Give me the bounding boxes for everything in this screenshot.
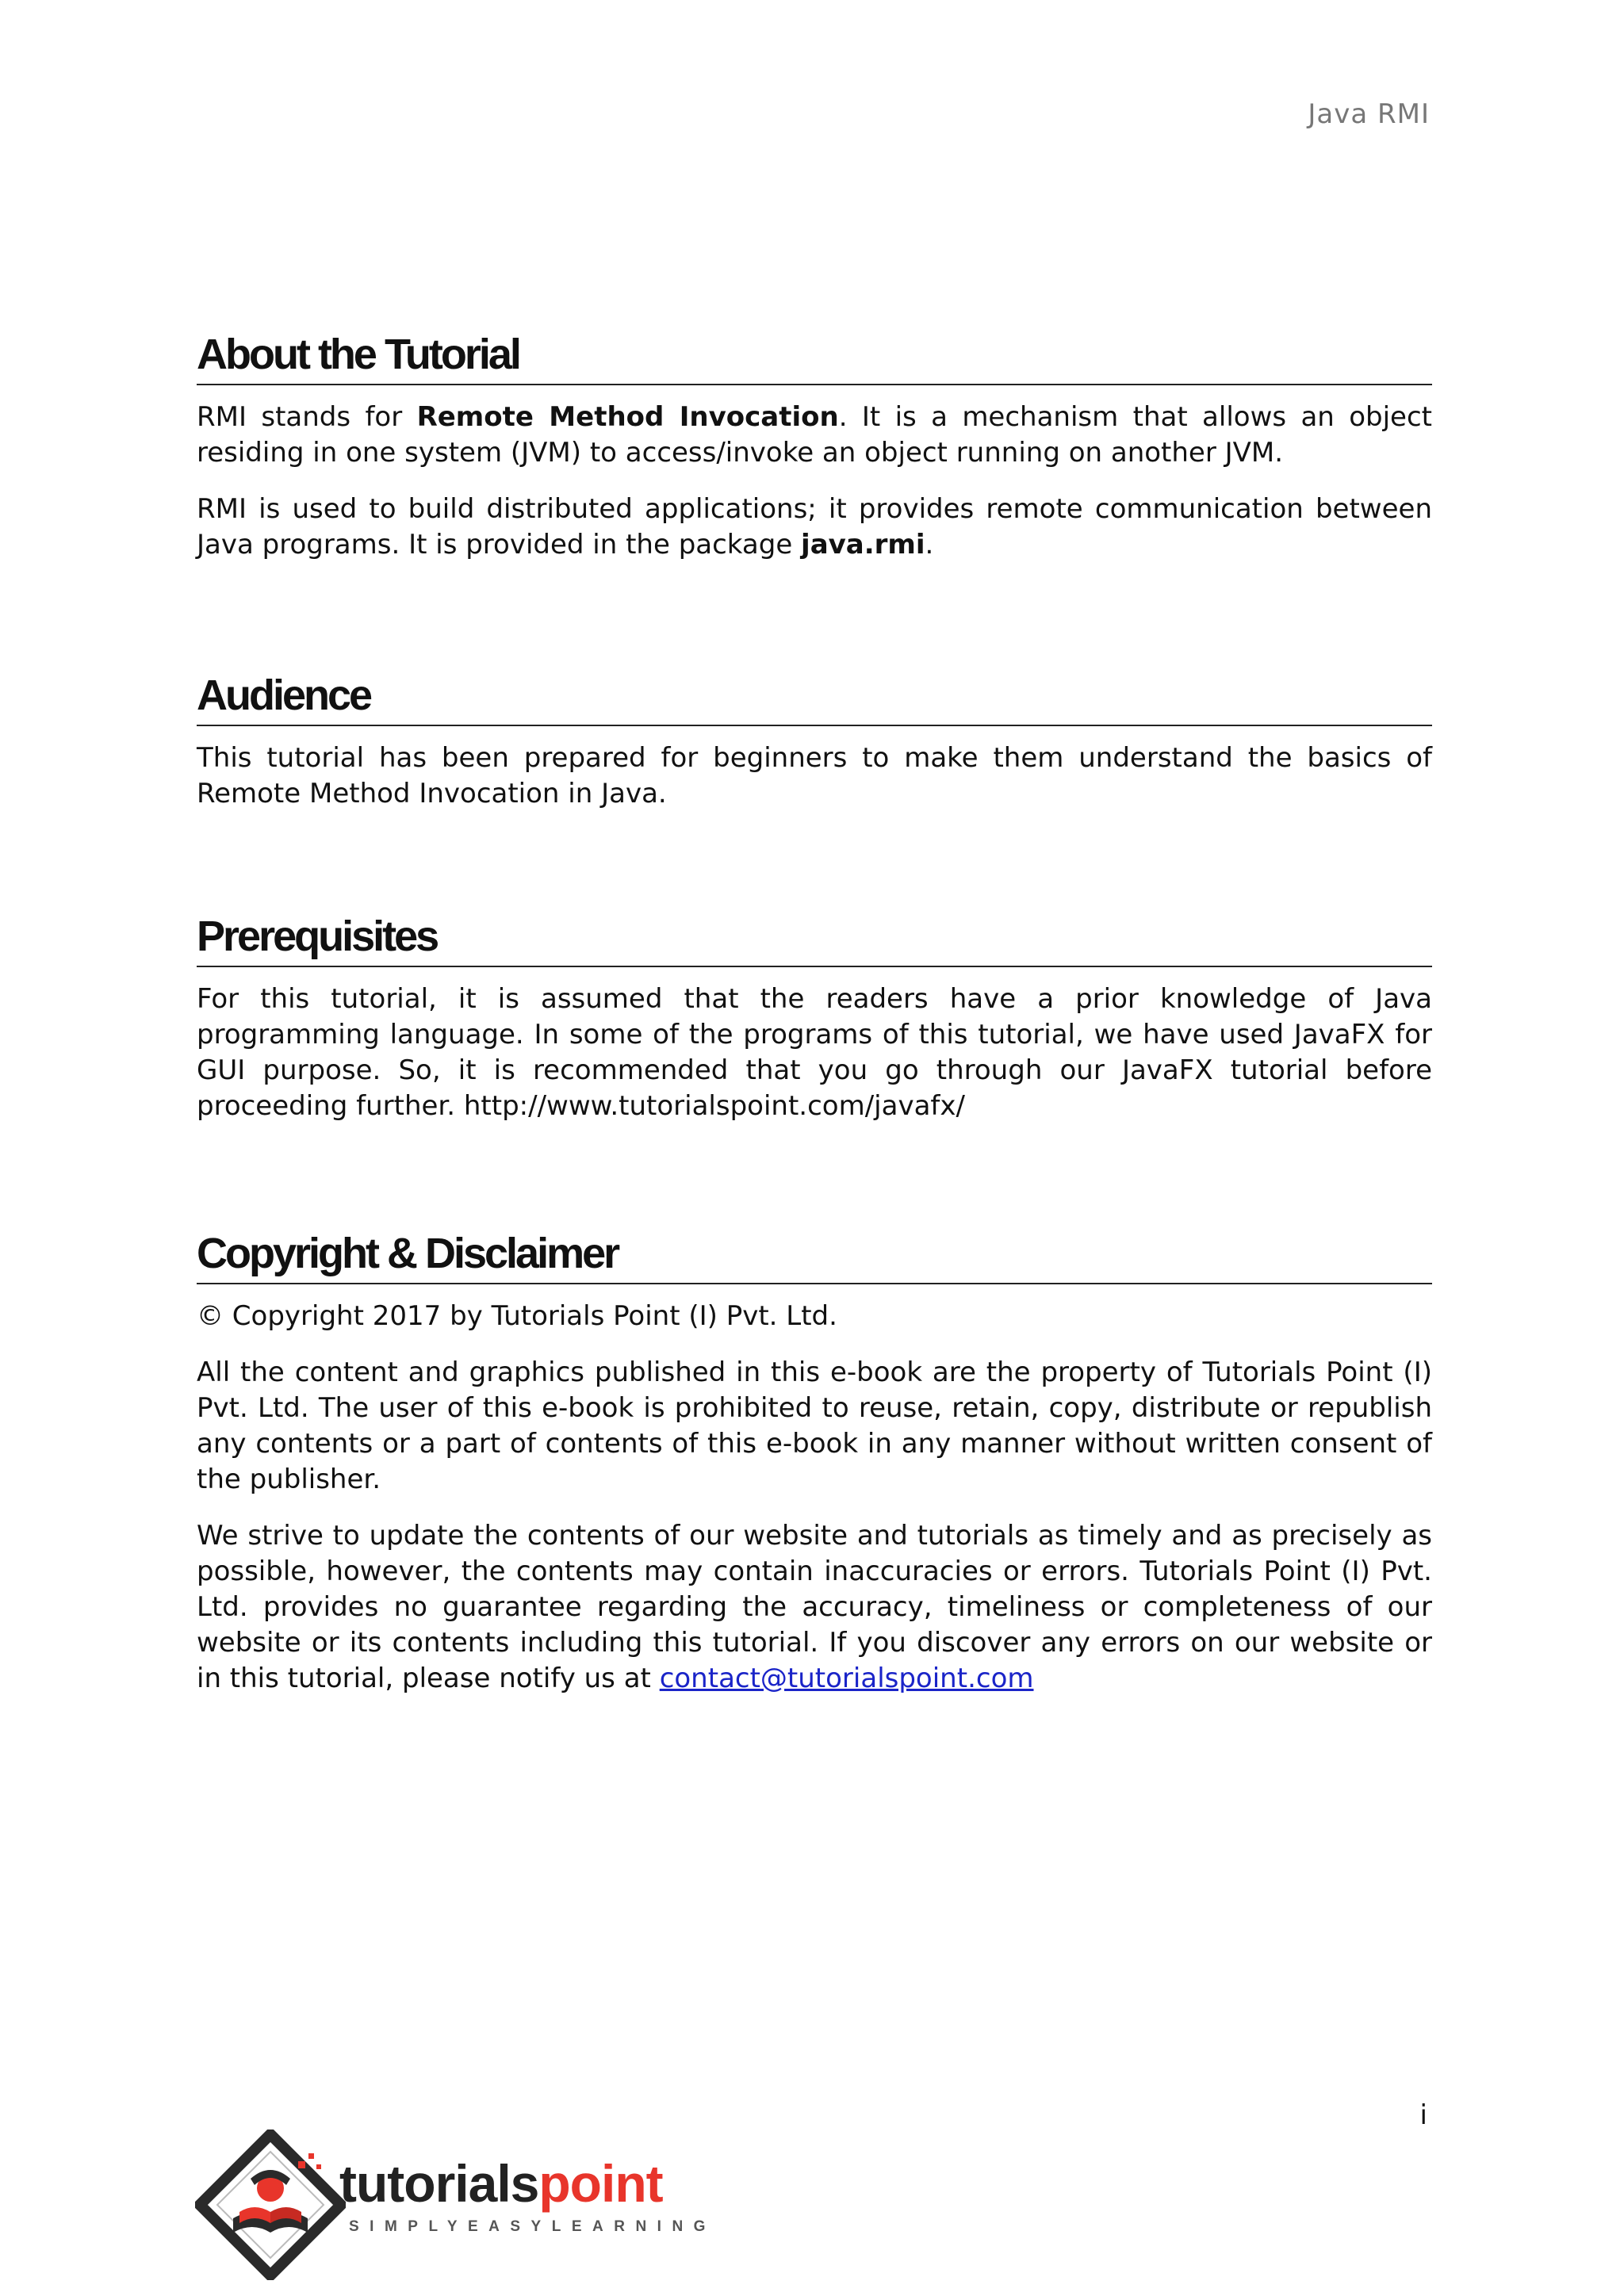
- about-p2-bold: java.rmi: [801, 529, 925, 561]
- copyright-p3-text: We strive to update the contents of our website and tutorials as timely and as precisely as possible, however, the contents may contain inaccuracies or errors. Tutorials Point (I) Pvt. Ltd. provides no guarantee regarding the accuracy, timeliness or completeness of our website or its contents including this tutorial. If you discover any errors on our website or in this tutorial, please notify us at: [197, 1520, 1432, 1694]
- section-prerequisites: [197, 910, 1432, 1227]
- about-p1-bold: Remote Method Invocation: [416, 401, 839, 433]
- logo-wordmark: [339, 2152, 663, 2215]
- about-paragraph-2: [197, 492, 1432, 563]
- section-title-prerequisites: Prerequisites: [197, 910, 1432, 967]
- about-p2-text-end: .: [925, 529, 934, 561]
- about-p1-text: RMI stands for: [197, 401, 417, 433]
- section-title-about: About the Tutorial: [197, 328, 1432, 385]
- audience-paragraph: This tutorial has been prepared for beginners to make them understand the basics of Remote Method Invocation in Java.: [197, 742, 1432, 809]
- logo-word-red: point: [538, 2154, 663, 2213]
- section-copyright: [197, 1227, 1432, 1697]
- prerequisites-paragraph: For this tutorial, it is assumed that the readers have a prior knowledge of Java programming language. In some of the programs of this tutorial, we have used JavaFX for GUI purpose. So, it is recommended that you go through our JavaFX tutorial before proceeding further. http://www.tutorialspoint.com/javafx/: [197, 983, 1432, 1122]
- page-number: i: [1419, 2099, 1427, 2131]
- about-paragraph-1: [197, 400, 1432, 471]
- contact-email-link[interactable]: contact@tutorialspoint.com: [659, 1663, 1034, 1694]
- section-title-copyright: Copyright & Disclaimer: [197, 1227, 1432, 1284]
- logo-word-dark: tutorials: [339, 2154, 539, 2213]
- about-p1-text-end: . It is a mechanism that allows an object residing in one system (JVM) to access/invoke an object running on another JVM.: [197, 401, 1432, 469]
- page-content: [197, 328, 1432, 1717]
- copyright-paragraph-2: All the content and graphics published in this e-book are the property of Tutorials Point (I) Pvt. Ltd. The user of this e-book is prohibited to reuse, retain, copy, distribute or republish any contents or a part of contents of this e-book in any manner without written consent of the publisher.: [197, 1357, 1432, 1495]
- section-title-audience: Audience: [197, 669, 1432, 726]
- tutorialspoint-logo-icon: [195, 2130, 346, 2280]
- logo-tagline: SIMPLYEASYLEARNING: [349, 2218, 716, 2235]
- copyright-notice: © Copyright 2017 by Tutorials Point (I) Pvt. Ltd.: [197, 1300, 837, 1332]
- copyright-paragraph-3: [197, 1518, 1432, 1697]
- about-p2-text: RMI is used to build distributed applications; it provides remote communication between Java programs. It is provided in the package: [197, 493, 1432, 561]
- section-about: [197, 328, 1432, 669]
- running-header-title: Java RMI: [1308, 98, 1430, 130]
- tutorialspoint-logo: [195, 2130, 716, 2280]
- section-audience: [197, 669, 1432, 910]
